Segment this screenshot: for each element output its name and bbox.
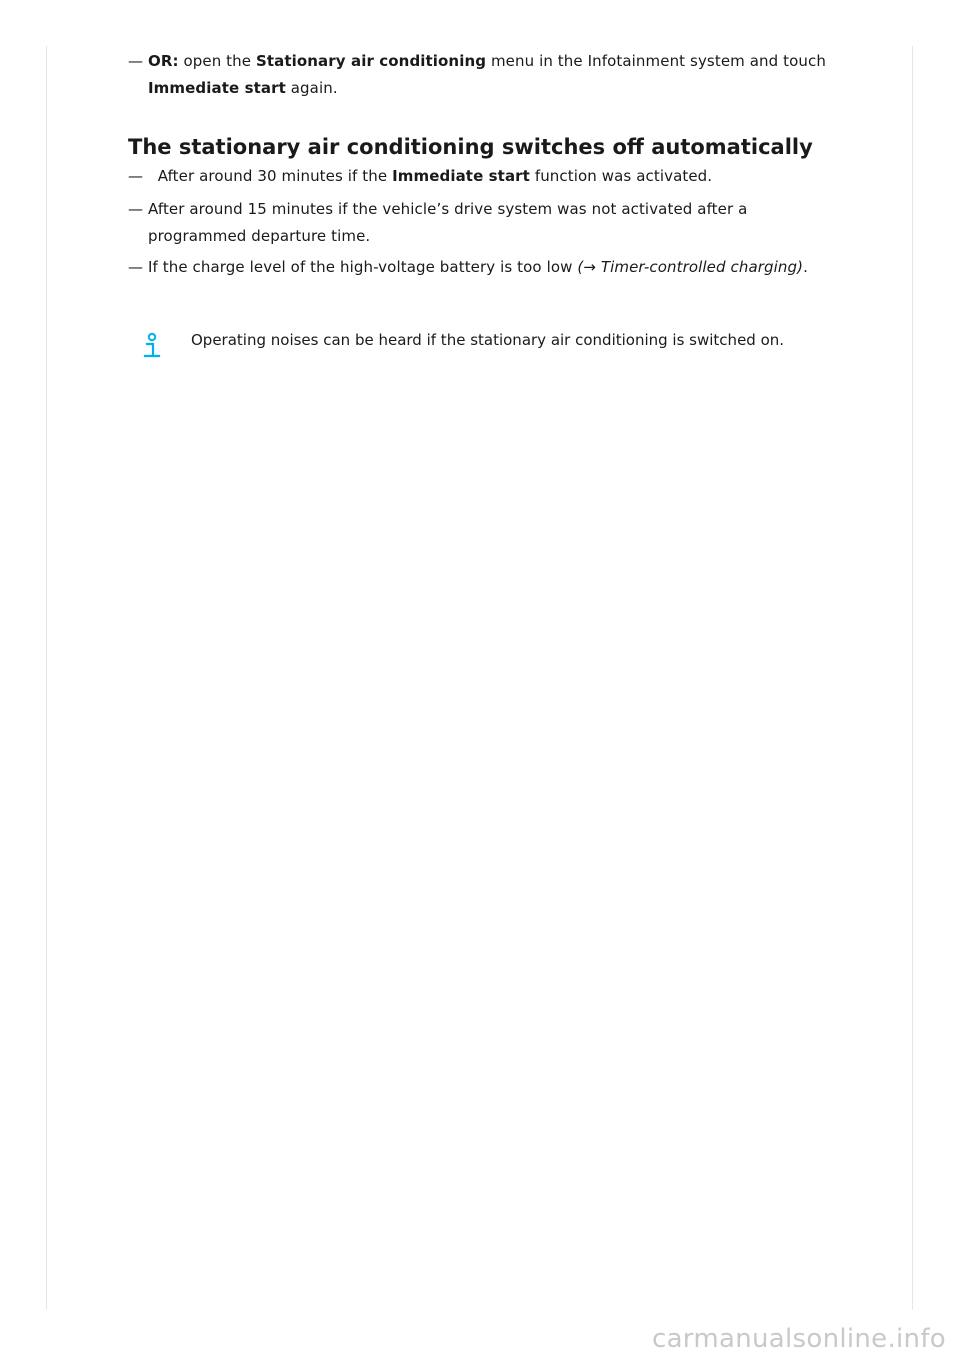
note-text: Operating noises can be heard if the stationary air conditioning is switched on.	[191, 331, 785, 349]
dash-bullet: —	[128, 52, 144, 70]
cross-reference-link[interactable]: (→ Timer-controlled charging)	[577, 258, 804, 276]
info-icon	[143, 332, 161, 360]
list-item	[128, 163, 848, 190]
or-label: OR:	[148, 52, 179, 70]
text-span: function was activated.	[529, 167, 713, 185]
dash-bullet: —	[128, 167, 144, 185]
dash-bullet: —	[128, 200, 144, 218]
text-span: After around 30 minutes if the	[148, 167, 393, 185]
dash-bullet: —	[128, 258, 144, 276]
text-span: again.	[285, 79, 338, 97]
text-span: .	[803, 258, 808, 276]
function-name: Immediate start	[392, 167, 530, 185]
text-span: After around 15 minutes if the vehicle’s drive system was not activated after a programmed departure time.	[148, 200, 748, 245]
list-item	[128, 196, 848, 250]
menu-name: Stationary air conditioning	[255, 52, 487, 70]
document-content	[128, 48, 848, 281]
page-border-left	[46, 46, 47, 1310]
page-border-right	[912, 46, 913, 1310]
button-name: Immediate start	[148, 79, 286, 97]
watermark: carmanualsonline.info	[651, 1324, 946, 1354]
text-span: If the charge level of the high-voltage battery is too low	[148, 258, 578, 276]
text-span: menu in the Infotainment system and touch	[486, 52, 826, 70]
list-item-or	[128, 48, 848, 102]
text-span: open the	[178, 52, 256, 70]
section-heading: The stationary air conditioning switches off automatically	[128, 135, 813, 159]
list-item	[128, 254, 848, 281]
